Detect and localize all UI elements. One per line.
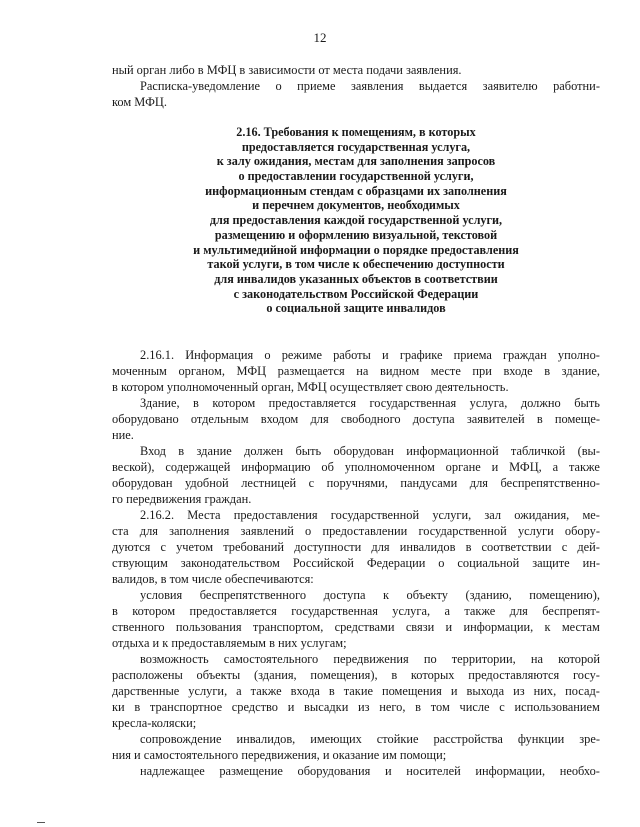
text-line: Здание, в котором предоставляется государственная услуга, должно быть [140,396,600,410]
heading-line: такой услуги, в том числе к обеспечению доступности [207,257,505,272]
margin-mark [37,822,45,823]
intro-paragraph [112,62,600,110]
heading-line: предоставляется государственная услуга, [241,139,471,154]
text-line: условия беспрепятственного доступа к объекту (зданию, помещению), [140,588,600,602]
heading-line: размещению и оформлению визуальной, текстовой [214,227,498,242]
body-text [112,347,600,779]
text-line: го передвижения граждан. [112,492,252,506]
text-line: оборудовано отдельным входом для свободного доступа заявителей в помеще- [112,412,600,426]
text-line: надлежащее размещение оборудования и носителей информации, необхо- [140,764,600,778]
text-line: отдыха и к предоставляемым в них услугам; [112,636,347,650]
text-line: ния и самостоятельного передвижения, и оказание им помощи; [112,748,447,762]
text-line: оборудован удобной лестницей с поручнями, пандусами для беспрепятственно- [112,476,600,490]
text-line: ком МФЦ. [112,95,167,109]
heading-line: для инвалидов указанных объектов в соответствии [214,271,498,286]
text-line: ствующим законодательством Российской Федерации о социальной защите ин- [112,556,600,570]
text-line: расположены объекты (здания, помещения), в которых предоставляются госу- [112,668,600,682]
text-line: ние. [112,428,134,442]
page-number: 12 [313,30,327,45]
text-line: веской), содержащей информацию об уполномоченном органе и МФЦ, а также [112,460,600,474]
text-line: Вход в здание должен быть оборудован информационной табличкой (вы- [140,444,600,458]
text-line: в котором уполномоченный орган, МФЦ осуществляет свою деятельность. [112,380,509,394]
text-line: моченным органом, МФЦ размещается на видном месте при входе в здание, [112,364,600,378]
heading-line: и мультимедийной информации о порядке предоставления [193,242,519,257]
text-line: валидов, в том числе обеспечиваются: [112,572,314,586]
heading-line: 2.16. Требования к помещениям, в которых [236,125,476,139]
text-line: 2.16.2. Места предоставления государственной услуги, зал ожидания, ме- [140,508,600,522]
text-line: ственного пользования транспортом, средствами связи и информации, к местам [112,620,600,634]
section-heading [112,125,600,316]
text-line: ста для заполнения заявлений о предоставлении государственной услуги обору- [112,524,600,538]
heading-line: и перечнем документов, необходимых [252,198,460,213]
text-line: 2.16.1. Информация о режиме работы и графике приема граждан уполно- [140,348,600,362]
text-line: ный орган либо в МФЦ в зависимости от места подачи заявления. [112,63,462,77]
text-line: в котором предоставляется государственная услуга, а также для беспрепят- [112,604,600,618]
text-line: ки в транспортное средство и высадки из него, в том числе с использованием [112,700,600,714]
text-line: дарственные услуги, а также входа в такие помещения и выхода из них, посад- [112,684,600,698]
heading-line: с законодательством Российской Федерации [233,286,479,301]
heading-line: для предоставления каждой государственной услуги, [209,213,503,228]
text-line: дуются с учетом требований доступности для инвалидов в соответствии с дей- [112,540,600,554]
text-line: сопровождение инвалидов, имеющих стойкие расстройства функции зре- [140,732,600,746]
text-line: Расписка-уведомление о приеме заявления выдается заявителю работни- [140,79,600,93]
heading-line: о предоставлении государственной услуги, [238,169,474,184]
text-line: кресла-коляски; [112,716,197,730]
heading-line: к залу ожидания, местам для заполнения запросов [216,154,496,169]
heading-line: информационным стендам с образцами их заполнения [205,183,507,198]
text-line: возможность самостоятельного передвижения по территории, на которой [140,652,600,666]
heading-line: о социальной защите инвалидов [266,301,446,316]
